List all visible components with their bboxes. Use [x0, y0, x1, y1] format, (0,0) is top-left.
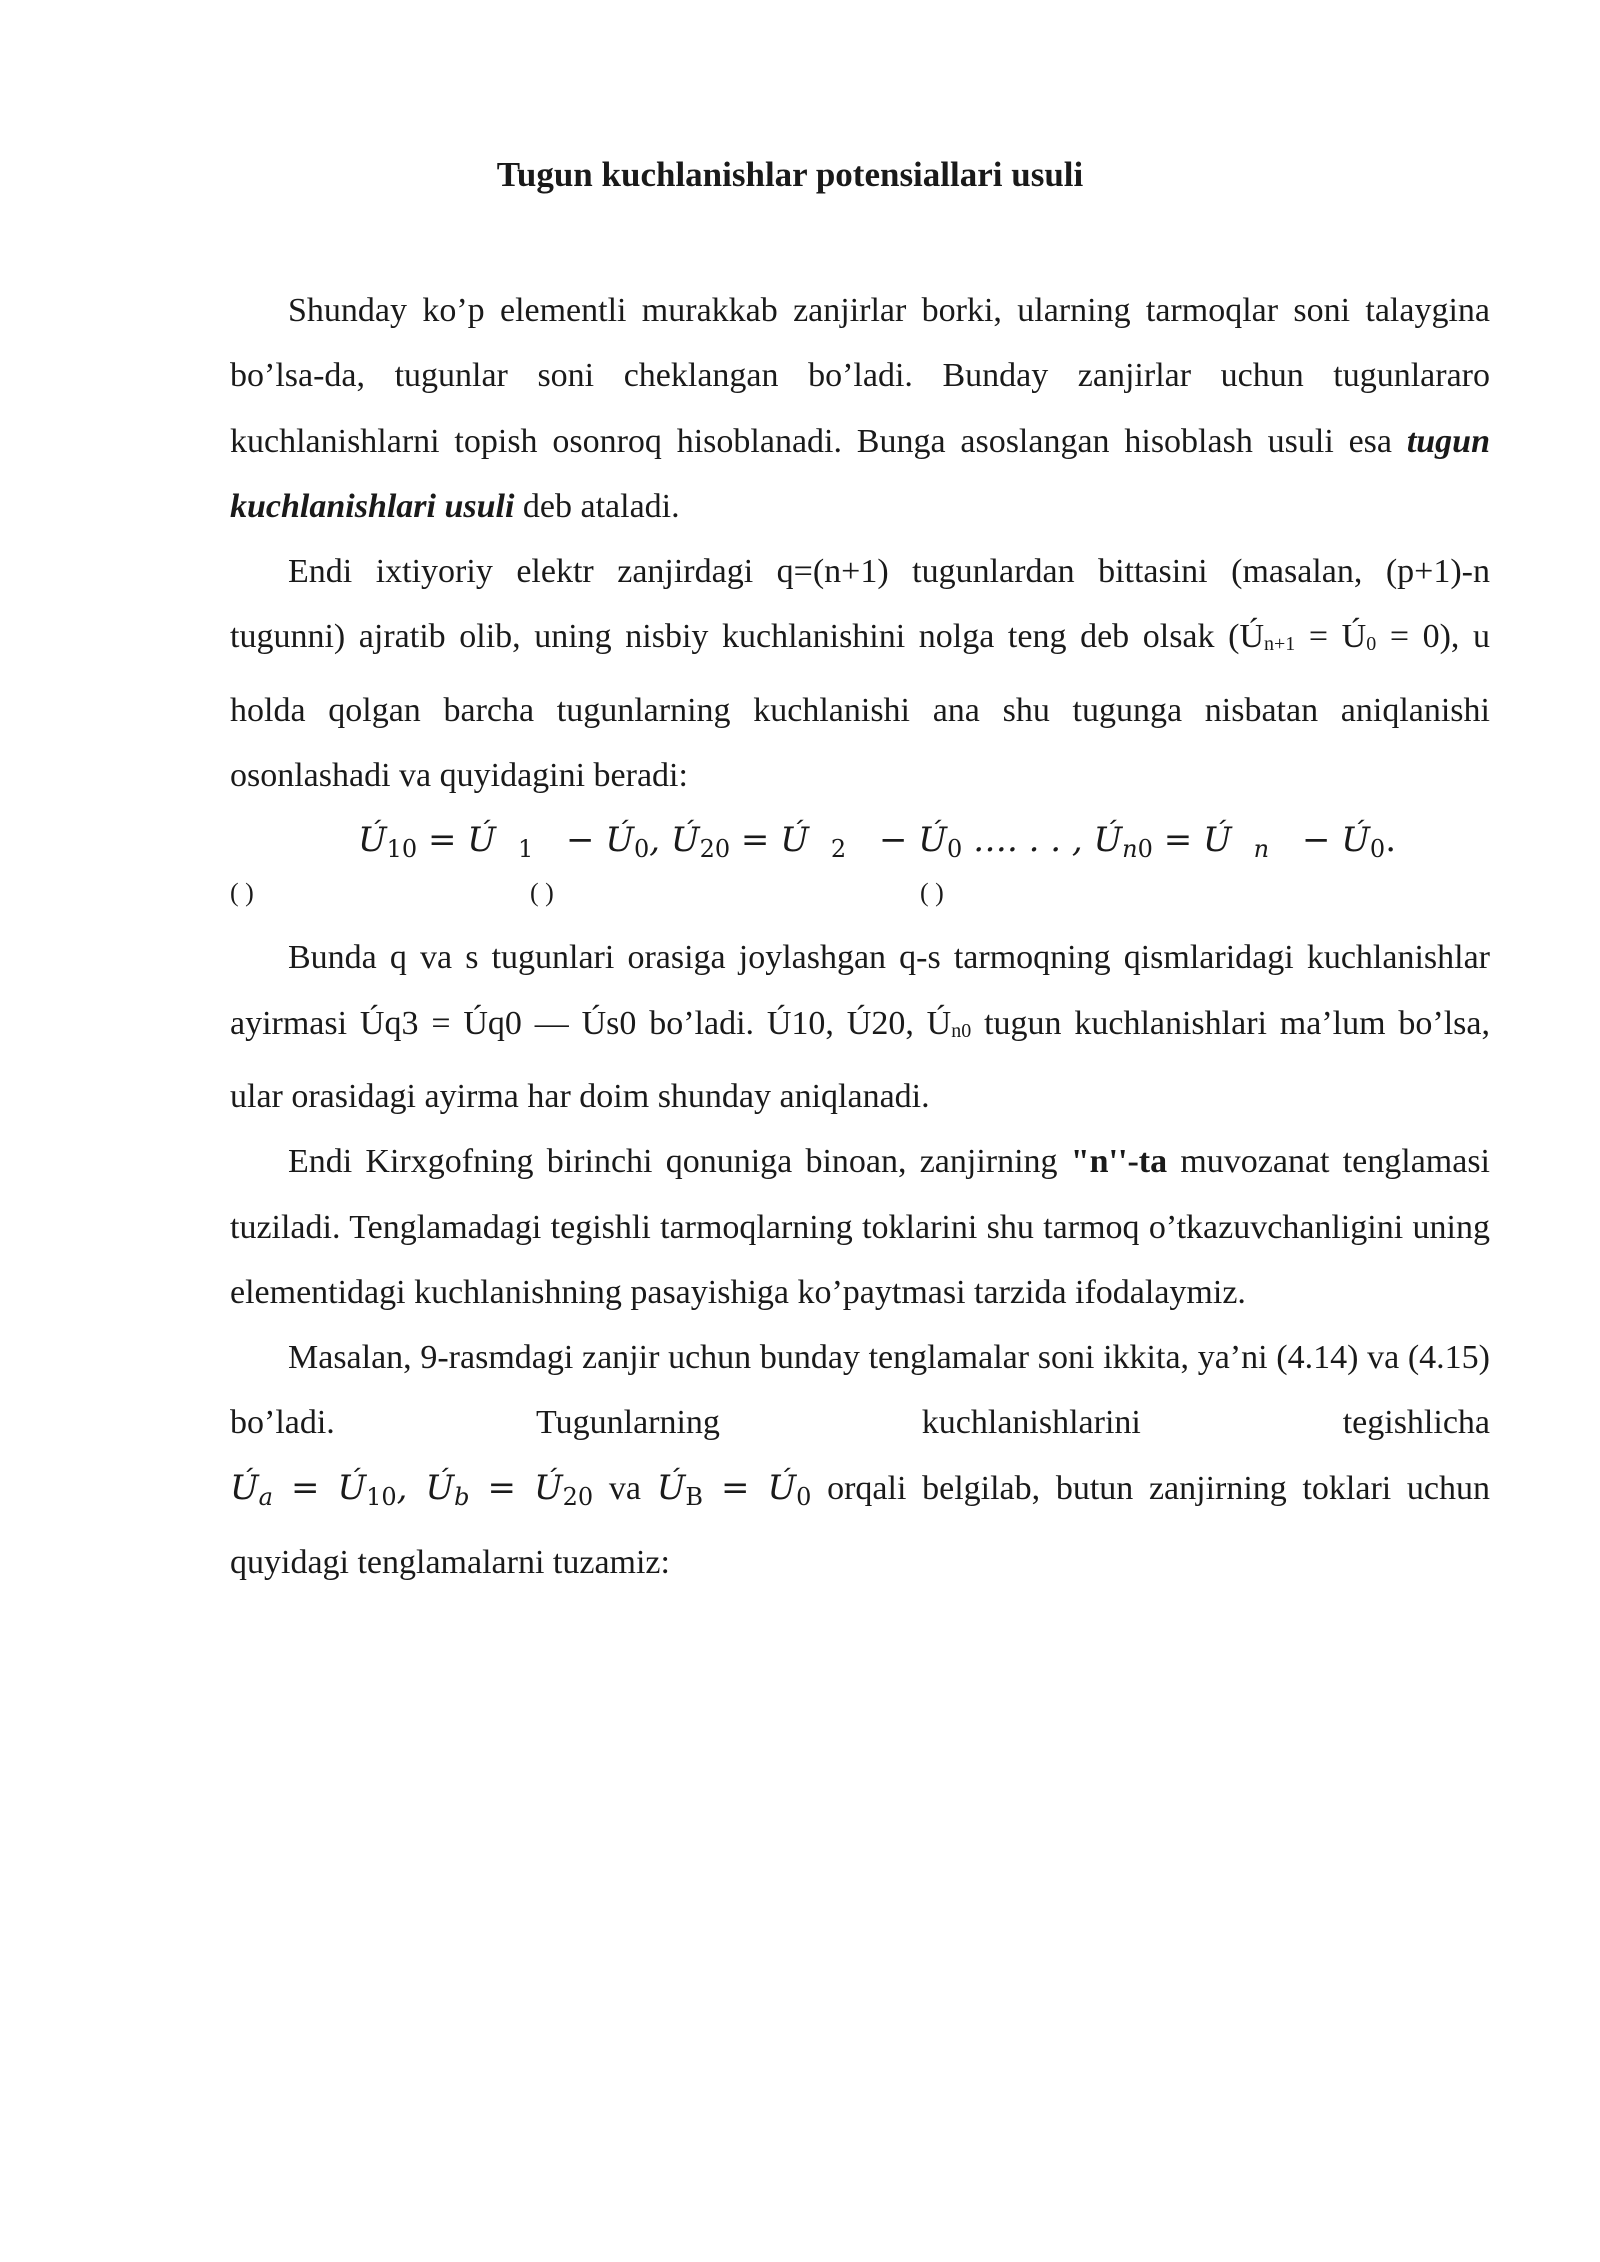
paragraph-4	[230, 1129, 1490, 1325]
paragraph-1-end: deb ataladi.	[522, 487, 680, 525]
paragraph-5-text: Masalan, 9-rasmdagi zanjir uchun bunday tenglamalar soni ikkita, ya’ni (4.14) va (4.15) bo’ladi. Tugunlarning kuchlanishlarini tegishlicha	[230, 1339, 1490, 1442]
subscript-n-plus-1: n+1	[1264, 633, 1296, 656]
formula-parentheses-row	[230, 873, 1490, 925]
paragraph-2-text: Endi ixtiyoriy elektr zanjirdagi q=(n+1) tugunlardan bittasini (masalan, (p+1)-n tugunni) ajratib olib, uning nisbiy kuchlanishini nolga teng deb olsak (Ú	[230, 553, 1490, 656]
page-title: Tugun kuchlanishlar potensiallari usuli	[496, 155, 1084, 194]
subscript-n0: n0	[951, 1019, 972, 1042]
paragraph-2	[230, 539, 1490, 808]
formula-paren-3: ( )	[920, 878, 944, 908]
formula-expression: Ú10 = Ú 1 − Ú0, Ú20 = Ú 2 − Ú0 …. . . , Ún0 = Ú n − Ú0.	[358, 820, 1396, 864]
paragraph-3-text: Bunda q va s tugunlari orasiga joylashgan q-s tarmoqning qismlaridagi kuchlanishlar ayirmasi Úq3 = Úq0 — Ús0 bo’ladi. Ú10, Ú20, Ú	[230, 939, 1490, 1042]
node-voltage-formula	[230, 808, 1490, 873]
paragraph-5-rest	[230, 1456, 1490, 1596]
paragraph-3	[230, 925, 1490, 1129]
paragraph-5-line-1	[230, 1325, 1490, 1456]
paragraph-4-text: Endi Kirxgofning birinchi qonuniga binoan, zanjirning	[288, 1143, 1058, 1181]
paragraph-4-end: muvozanat tenglamasi tuziladi. Tenglamadagi tegishli tarmoqlarning toklarini shu tarmoq o’tkazuvchanligini uning elementidagi kuchlanishning pasayishiga ko’paytmasi tarzida ifodalaymiz.	[230, 1143, 1490, 1311]
method-name-emphasis: tugun kuchlanishlari usuli	[230, 422, 1491, 525]
word-va: va	[608, 1469, 641, 1507]
formula-paren-2: ( )	[530, 878, 554, 908]
document-body	[230, 278, 1490, 1595]
inline-formula-ua-ub: Úa = Ú10, Úb = Ú20	[230, 1467, 594, 1511]
subscript-0: 0	[1366, 633, 1377, 656]
paragraph-1	[230, 278, 1490, 539]
paragraph-2-end: = 0), u holda qolgan barcha tugunlarning kuchlanishi ana shu tugunga nisbatan aniqlanishi osonlashadi va quyidagini beradi:	[230, 618, 1491, 795]
n-equations-strong: "n''-ta	[1070, 1143, 1168, 1181]
paragraph-1-text: Shunday ko’p elementli murakkab zanjirlar borki, ularning tarmoqlar soni talaygina bo’lsa-da, tugunlar soni cheklangan bo’ladi. Bunday zanjirlar uchun tugunlararo kuchlanishlarni topish osonroq hisoblanadi. Bunga asoslangan hisoblash usuli esa	[230, 292, 1490, 460]
paragraph-5-end: orqali belgilab, butun zanjirning toklari uchun quyidagi tenglamalarni tuzamiz:	[230, 1469, 1491, 1582]
formula-paren-1: ( )	[230, 878, 254, 908]
inline-formula-uv: ÚВ = Ú0	[656, 1467, 812, 1511]
paragraph-3-end: tugun kuchlanishlari ma’lum bo’lsa, ular orasidagi ayirma har doim shunday aniqlanadi.	[230, 1004, 1490, 1115]
paragraph-2-mid: = Ú	[1295, 618, 1367, 656]
